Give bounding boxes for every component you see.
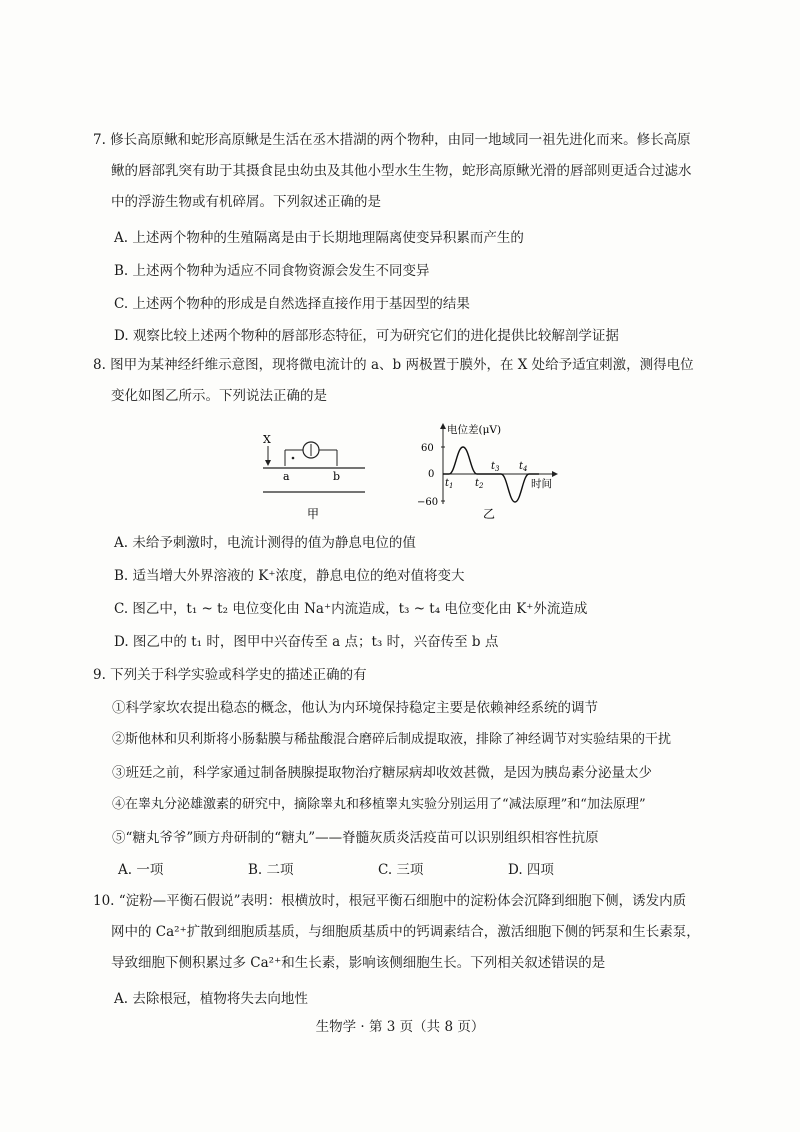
q9-statement-4: ④在睾丸分泌雄激素的研究中，摘除睾丸和移植睾丸实验分别运用了“减法原理”和“加法原理” — [112, 797, 646, 812]
fig-jia-x-label: X — [263, 433, 271, 446]
t1-label: $t_1$ — [445, 478, 454, 490]
stimulus-arrow-head — [265, 460, 271, 466]
q9-options-row — [118, 860, 638, 880]
q9-option-c: C. 三项 — [378, 862, 424, 878]
y-axis-title: 电位差(μV) — [447, 424, 502, 436]
t2-label: $t_2$ — [475, 478, 484, 490]
q10-line-3: 导致细胞下侧积累过多 Ca²⁺和生长素，影响该侧细胞生长。下列相关叙述错误的是 — [111, 955, 606, 971]
q7-option-a: A. 上述两个物种的生殖隔离是由于长期地理隔离使变异积累而产生的 — [114, 230, 524, 246]
q8-option-b: B. 适当增大外界溶液的 K⁺浓度，静息电位的绝对值将变大 — [114, 568, 465, 584]
electrode-dot — [292, 457, 295, 460]
x-axis-title: 时间 — [531, 478, 552, 490]
q10-line-2: 网中的 Ca²⁺扩散到细胞质基质，与细胞质基质中的钙调素结合，激活细胞下侧的钙泵和生长素泵， — [111, 924, 700, 940]
q8-line-1: 8. 图甲为某神经纤维示意图，现将微电流计的 a、b 两极置于膜外，在 X 处给予适宜刺激，测得电位 — [93, 357, 694, 373]
q9-statement-5: ⑤“糖丸爷爷”顾方舟研制的“糖丸”——脊髓灰质炎活疫苗可以识别组织相容性抗原 — [112, 830, 599, 846]
q9-option-a: A. 一项 — [118, 862, 164, 878]
q8-line-2: 变化如图乙所示。下列说法正确的是 — [111, 388, 327, 404]
y-tick-60: 60 — [421, 443, 434, 454]
question-8-stem — [93, 350, 703, 412]
q7-option-d: D. 观察比较上述两个物种的唇部形态特征，可为研究它们的进化提供比较解剖学证据 — [114, 328, 619, 344]
x-axis-arrow — [552, 471, 558, 477]
question-7-stem — [93, 125, 703, 218]
fig-jia-b-label: b — [333, 470, 341, 483]
q10-line-1: 10. “淀粉—平衡石假说”表明：根横放时，根冠平衡石细胞中的淀粉体会沉降到细胞下侧，诱发内质 — [93, 893, 687, 909]
y-tick-0: 0 — [428, 469, 435, 480]
q7-line-1: 7. 修长高原鳅和蛇形高原鳅是生活在丞木措湖的两个物种，由同一地域同一祖先进化而来。修长高原 — [93, 132, 691, 148]
fig-yi-caption: 乙 — [483, 507, 496, 521]
q8-option-a: A. 未给予刺激时，电流计测得的值为静息电位的值 — [114, 535, 416, 551]
t3-label: $t_3$ — [491, 461, 500, 473]
y-axis-arrow — [440, 423, 446, 429]
fig-jia-a-label: a — [283, 470, 290, 483]
figure-yi-potential-chart — [415, 420, 580, 525]
q7-line-3: 中的浮游生物或有机碎屑。下列叙述正确的是 — [111, 194, 381, 210]
q8-option-c: C. 图乙中，t₁ ~ t₂ 电位变化由 Na⁺内流造成，t₃ ~ t₄ 电位变化由 K⁺外流造成 — [114, 601, 588, 617]
q7-option-b: B. 上述两个物种为适应不同食物资源会发生不同变异 — [114, 263, 430, 279]
y-tick-neg60: −60 — [417, 497, 439, 508]
q9-option-b: B. 二项 — [248, 862, 294, 878]
q9-option-d: D. 四项 — [508, 862, 554, 878]
fig-jia-caption: 甲 — [307, 507, 320, 521]
q8-option-d: D. 图乙中的 t₁ 时，图甲中兴奋传至 a 点；t₃ 时，兴奋传至 b 点 — [114, 634, 499, 650]
page-footer: 生物学 · 第 3 页（共 8 页） — [315, 1019, 485, 1035]
q9-statement-3: ③班廷之前，科学家通过制备胰腺提取物治疗糖尿病却收效甚微，是因为胰岛素分泌量太少 — [112, 765, 652, 781]
question-10-stem — [93, 886, 705, 979]
t4-label: $t_4$ — [519, 461, 528, 473]
figure-jia-nerve-fiber — [255, 430, 395, 525]
q7-option-c: C. 上述两个物种的形成是自然选择直接作用于基因型的结果 — [114, 296, 470, 312]
q7-line-2: 鳅的唇部乳突有助于其摄食昆虫幼虫及其他小型水生生物，蛇形高原鳅光滑的唇部则更适合过滤水 — [111, 163, 692, 179]
q10-option-a: A. 去除根冠，植物将失去向地性 — [114, 991, 308, 1007]
q9-statement-1: ①科学家坎农提出稳态的概念，他认为内环境保持稳定主要是依赖神经系统的调节 — [112, 700, 598, 716]
question-9-stem: 9. 下列关于科学实验或科学史的描述正确的有 — [93, 667, 367, 683]
q9-statement-2: ②斯他林和贝利斯将小肠黏膜与稀盐酸混合磨碎后制成提取液，排除了神经调节对实验结果的干扰 — [112, 732, 672, 747]
